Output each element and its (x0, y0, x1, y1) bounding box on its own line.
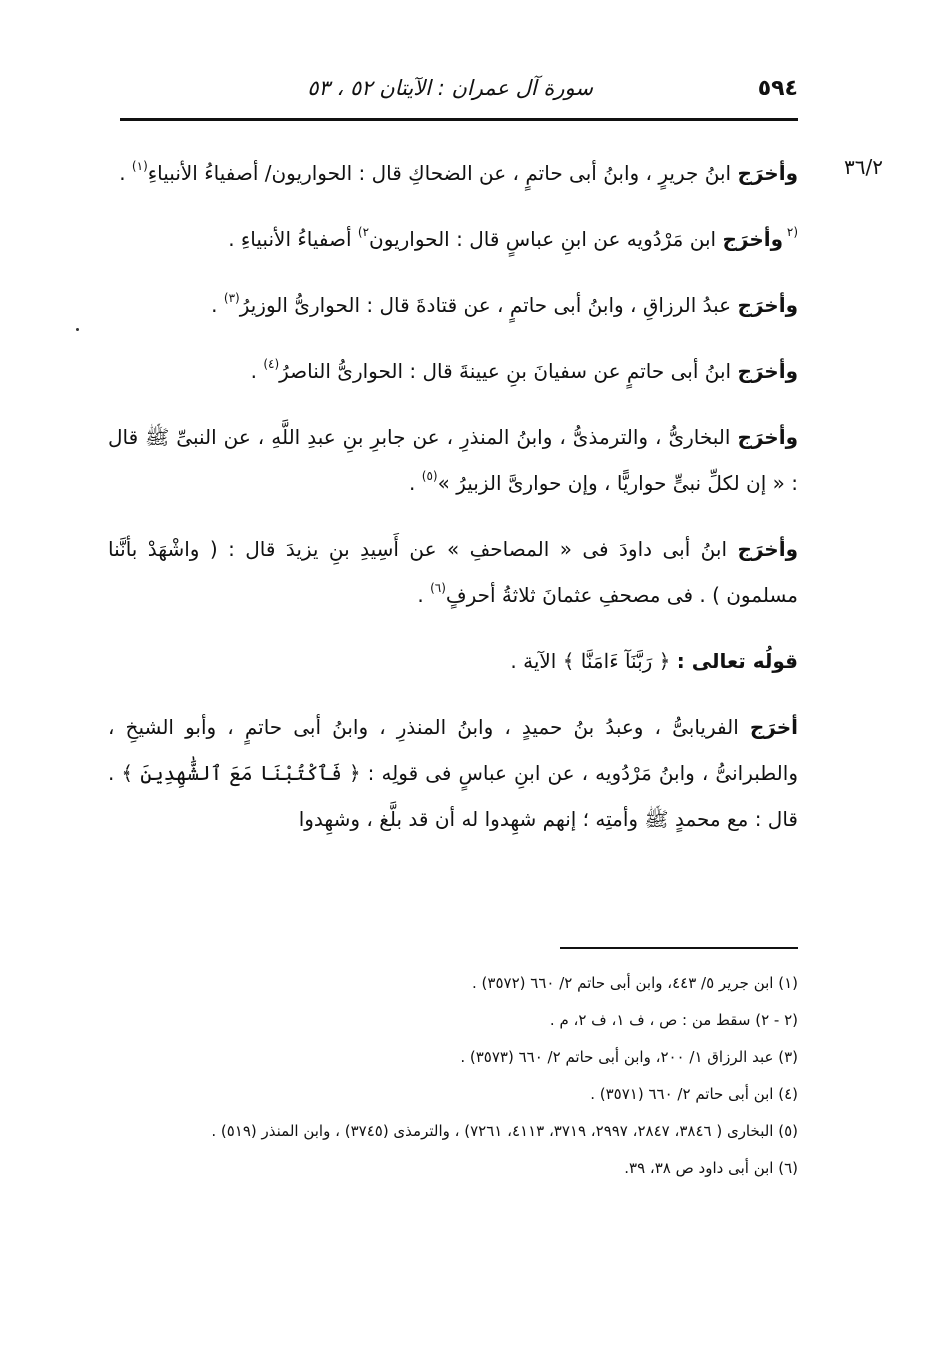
paragraph-tail: . (119, 161, 132, 185)
paragraph-3 (108, 282, 798, 328)
footnote-marker: ٢) (357, 225, 370, 239)
footnote-5: (٥) البخارى ( ٣٨٤٦، ٢٨٤٧، ٢٩٩٧، ٣٧١٩، ٤١١٣، ٧٢٦١) ، والترمذى (٣٧٤٥) ، وابن المنذر (٥١٩) . (211, 1122, 798, 1140)
paragraph-tail: . (211, 293, 224, 317)
paragraph-lead: وأخرَج (737, 537, 798, 561)
footnote-marker-open: (٢ (783, 225, 798, 239)
paragraph-tail: أصفياءُ الأنبياءِ . (228, 227, 358, 251)
footnote-marker: (١) (131, 159, 148, 173)
paragraph-2 (108, 216, 798, 262)
footnote-4: (٤) ابن أبى حاتم ٢/ ٦٦٠ (٣٥٧١) . (590, 1085, 798, 1103)
page-header (120, 70, 798, 110)
paragraph-text: ابنُ أبى داودَ فى « المصاحفِ » عن أَسِيدِ بنِ يزيدَ قال : ( واشْهَدْ بأنَّنا مسلمون ) . فى مصحفِ عثمانَ ثلاثةُ أحرفٍ (108, 537, 798, 607)
speck-mark (76, 328, 79, 331)
quran-verse: ﴿ فَٱكْتُبْنَا مَعَ ٱلشَّٰهِدِينَ ﴾ (121, 761, 368, 785)
footnote-6: (٦) ابن أبى داود ص ٣٨، ٣٩. (624, 1159, 798, 1177)
running-title: سورة آل عمران : الآيتان ٥٢ ، ٥٣ (307, 76, 593, 100)
paragraph-text: الفريابىُّ ، وعبدُ بنُ حميدٍ ، وابنُ المنذرِ ، وابنُ أبى حاتمٍ ، وأبو الشيخِ ، والطبرانىُّ ، وابنُ مَرْدُويه ، عن ابنِ عباسٍ فى قولِه : (108, 715, 798, 785)
footnote-2: (٢ - ٢) سقط من : ص ، ف ١، ف ٢، م . (549, 1011, 798, 1029)
footnotes (108, 965, 798, 1187)
footnote-marker: (٤) (263, 357, 280, 371)
paragraph-tail: . قال : مع محمدٍ ﷺ وأمتِه ؛ إنهم شهِدوا له أن قد بلَّغ ، وشهِدوا (108, 761, 798, 831)
paragraph-text: ابنُ أبى حاتمٍ عن سفيانَ بنِ عيينةَ قال : الحوارىُّ الناصرُ (279, 359, 738, 383)
footnote-marker: (٥) (421, 469, 438, 483)
paragraph-tail: . (409, 471, 422, 495)
paragraph-lead: أخرَج (749, 715, 798, 739)
footnote-rule (560, 947, 798, 949)
paragraph-text: ابن مَرْدُويه عن ابنِ عباسٍ قال : الحواريون (369, 227, 723, 251)
paragraph-1 (108, 150, 798, 196)
paragraph-4 (108, 348, 798, 394)
main-text (108, 150, 798, 862)
paragraph-lead: وأخرَج (737, 293, 798, 317)
paragraph-lead: وأخرَج (737, 161, 798, 185)
paragraph-tail: . (250, 359, 264, 383)
footnote-marker: (٦) (430, 581, 446, 595)
header-rule (120, 118, 798, 121)
paragraph-final (108, 704, 798, 842)
paragraph-lead: وأخرَج (722, 227, 784, 251)
paragraph-text: عبدُ الرزاقِ ، وابنُ أبى حاتمٍ ، عن قتادةَ قال : الحوارىُّ الوزيرُ (239, 293, 738, 317)
paragraph-text: البخارىُّ ، والترمذىُّ ، وابنُ المنذرِ ، عن جابرِ بنِ عبدِ اللَّهِ ، عن النبىِّ ﷺ قال : « إن لكلِّ نبىٍّ حواريًّا ، وإن حوارىَّ الزبيرُ » (108, 425, 798, 495)
quran-verse: ﴿ رَبَّنَآ ءَامَنَّا ﴾ (562, 649, 677, 673)
verse-heading-tail: الآية . (510, 649, 563, 673)
paragraph-text: ابنُ جريرٍ ، وابنُ أبى حاتمٍ ، عن الضحاكِ قال : الحواريون/ أصفياءُ الأنبياءِ (147, 161, 738, 185)
verse-heading-lead: قولُه تعالى : (676, 649, 798, 673)
paragraph-lead: وأخرَج (737, 359, 798, 383)
paragraph-tail: . (417, 583, 431, 607)
footnote-1: (١) ابن جرير ٥/ ٤٤٣، وابن أبى حاتم ٢/ ٦٦٠ (٣٥٧٢) . (472, 974, 798, 992)
paragraph-6 (108, 526, 798, 618)
footnote-3: (٣) عبد الرزاق ١/ ٢٠٠، وابن أبى حاتم ٢/ ٦٦٠ (٣٥٧٣) . (460, 1048, 798, 1066)
page-number: ٥٩٤ (757, 76, 798, 101)
paragraph-5 (108, 414, 798, 506)
paragraph-lead: وأخرَج (737, 425, 798, 449)
margin-reference: ٣٦/٢ (844, 155, 883, 179)
footnote-marker: (٣) (223, 291, 240, 305)
verse-heading (108, 638, 798, 684)
